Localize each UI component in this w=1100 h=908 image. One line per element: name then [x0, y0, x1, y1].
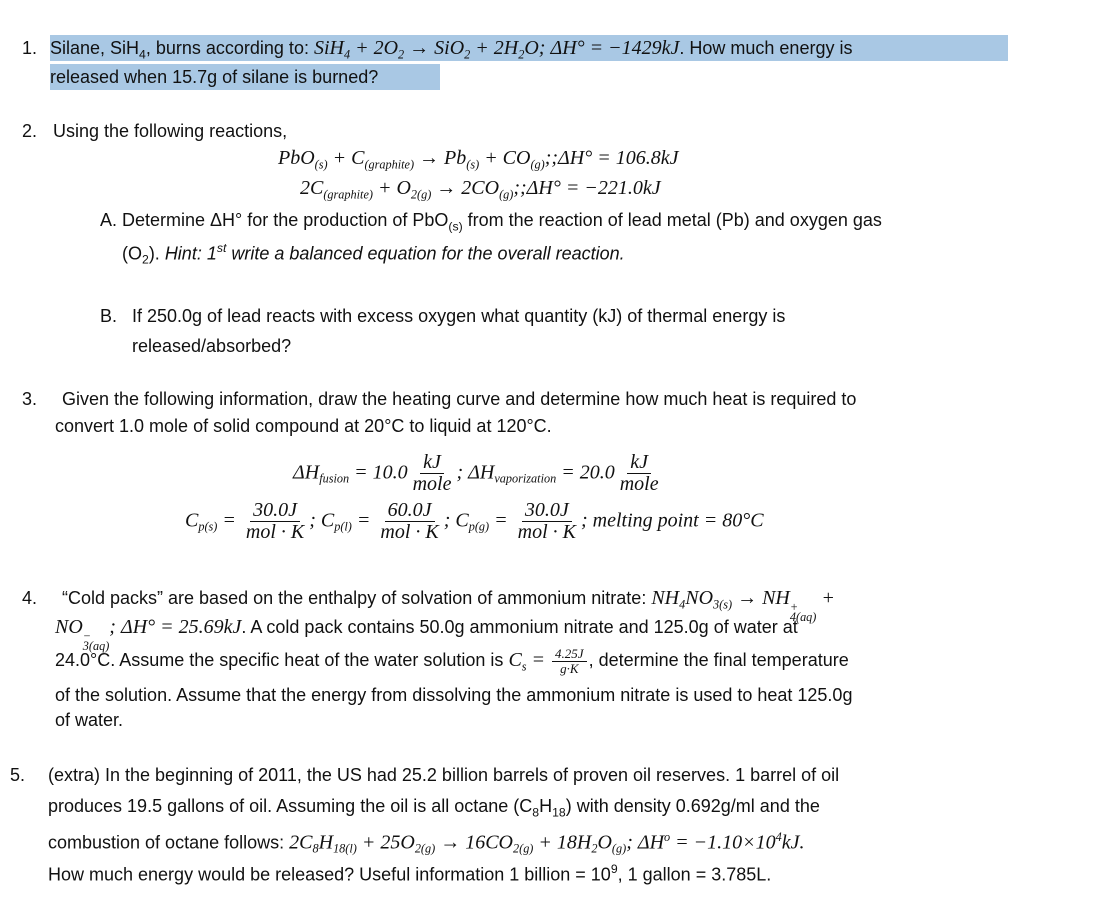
- fraction: [377, 500, 441, 543]
- math-text: PbO: [278, 147, 315, 169]
- question-4-number: 4.: [22, 588, 38, 608]
- fraction: [243, 500, 307, 543]
- text: released/absorbed?: [132, 336, 292, 356]
- math-text: NO: [685, 587, 714, 609]
- subscript: (g): [499, 187, 514, 202]
- subscript: 18: [552, 805, 566, 820]
- fraction-denominator: mole: [412, 473, 452, 495]
- subscript: s: [521, 659, 527, 674]
- subscript: 4(aq): [789, 610, 817, 625]
- text: produces 19.5 gallons of oil. Assuming the oil is all octane (C: [48, 796, 533, 816]
- fraction-numerator: kJ: [420, 452, 444, 474]
- text: Using the following reactions,: [53, 121, 288, 141]
- fraction-denominator: mol · K: [380, 521, 439, 543]
- subscript: (s): [448, 219, 463, 234]
- heat-capacity-equation: [185, 499, 764, 543]
- math-text: → NH: [732, 587, 790, 609]
- text: . A cold pack contains 50.0g ammonium nitrate and 125.0g of water at: [241, 617, 798, 637]
- enthalpy-equation: [293, 451, 664, 495]
- question-1-number: 1.: [22, 38, 38, 58]
- math-text: ; ΔH° = 25.69kJ: [109, 616, 242, 638]
- math-text: ΔH: [293, 461, 320, 484]
- subscript: 2: [398, 47, 405, 62]
- subscript: p(l): [334, 519, 352, 534]
- superscript: o: [664, 830, 671, 844]
- text: Given the following information, draw the heating curve and determine how much heat is required to: [62, 389, 857, 409]
- subscript: 8: [312, 841, 319, 856]
- subscript: (s): [466, 157, 480, 172]
- fraction-denominator: mole: [619, 473, 659, 495]
- fraction-denominator: mol · K: [517, 521, 576, 543]
- part-b-letter: B.: [100, 306, 118, 326]
- part-a-line: [122, 207, 882, 233]
- subscript: 4: [679, 597, 686, 612]
- text: from the reaction of lead metal (Pb) and oxygen gas: [462, 210, 882, 230]
- text: If 250.0g of lead reacts with excess oxygen what quantity (kJ) of thermal energy is: [132, 306, 786, 326]
- question-1-line: [50, 64, 440, 90]
- math-text: =: [351, 509, 376, 532]
- text: , determine the final temperature: [588, 650, 849, 670]
- text: combustion of octane follows:: [48, 832, 290, 853]
- subscript: p(g): [468, 519, 490, 534]
- text: (extra) In the beginning of 2011, the US had 25.2 billion barrels of proven oil reserves. 1 barrel of oil: [48, 765, 840, 785]
- question-5-line: [48, 762, 839, 788]
- math-text: =: [217, 509, 241, 532]
- math-text: NH: [651, 587, 680, 609]
- question-2-number: 2.: [22, 121, 38, 141]
- math-text: + 2O: [350, 37, 399, 59]
- math-text: H: [318, 831, 334, 854]
- superscript: −: [82, 628, 92, 643]
- question-5-line: [48, 856, 772, 885]
- reaction-equation: [300, 175, 661, 201]
- subscript: (s): [314, 157, 328, 172]
- text: , 1 gallon = 3.785L.: [617, 864, 772, 885]
- question-5-number: 5.: [10, 765, 26, 785]
- subscript: 4: [343, 47, 351, 62]
- subscript: (g): [530, 157, 545, 172]
- math-text: ; ΔH: [456, 461, 495, 484]
- subscript: 2(g): [414, 841, 436, 856]
- question-4-line: [55, 707, 123, 733]
- math-text: NO: [55, 616, 83, 638]
- text: 24.0°C. Assume the specific heat of the water solution is: [55, 650, 509, 670]
- math-text: + O: [372, 177, 411, 199]
- math-text: → 2CO: [431, 177, 500, 199]
- question-4-line: [62, 585, 835, 625]
- fraction: [410, 452, 455, 495]
- fraction-numerator: 30.0J: [250, 500, 300, 522]
- math-text: =: [526, 649, 551, 671]
- subscript: 2: [518, 47, 525, 62]
- subscript: 2: [591, 841, 598, 856]
- math-text: → 16CO: [435, 831, 513, 854]
- math-text: = 20.0: [556, 461, 615, 484]
- math-text: O; ΔH° = −1429kJ: [524, 37, 680, 59]
- math-text: C: [185, 509, 199, 532]
- math-text: kJ.: [781, 831, 805, 854]
- subscript: 8: [532, 805, 540, 820]
- superscript: 9: [610, 862, 618, 876]
- question-4-line: [55, 682, 852, 708]
- fraction: [617, 452, 662, 495]
- subscript: 2(g): [410, 187, 432, 202]
- text: “Cold packs” are based on the enthalpy of solvation of ammonium nitrate:: [62, 588, 652, 608]
- text: H: [539, 796, 553, 816]
- part-b-line: [132, 303, 785, 329]
- math-text: ;;ΔH° = 106.8kJ: [544, 147, 679, 169]
- text: convert 1.0 mole of solid compound at 20°C to liquid at 120°C.: [55, 416, 552, 436]
- subscript: (g): [611, 841, 627, 856]
- text: Determine ΔH° for the production of PbO: [122, 210, 449, 230]
- subscript: (graphite): [323, 187, 373, 202]
- fraction-numerator: kJ: [627, 452, 651, 474]
- question-3-line: [62, 386, 856, 412]
- math-text: + 2H: [470, 37, 519, 59]
- subscript: vaporization: [494, 471, 557, 486]
- superscript: st: [216, 241, 227, 255]
- text: Silane, SiH: [50, 38, 140, 58]
- text: How much energy would be released? Useful information 1 billion = 10: [48, 864, 611, 885]
- fraction: [552, 647, 587, 675]
- math-text: ;;ΔH° = −221.0kJ: [513, 177, 661, 199]
- text: (O: [122, 243, 142, 264]
- math-text: ; ΔH: [626, 831, 665, 854]
- math-text: + C: [327, 147, 365, 169]
- math-text: = −1.10×10: [670, 831, 776, 854]
- math-text: → SiO: [404, 37, 465, 59]
- subscript: 3(aq): [82, 639, 110, 654]
- subscript: 2: [142, 252, 149, 267]
- subscript: 2: [464, 47, 471, 62]
- question-5-line: [48, 824, 805, 856]
- math-text: + CO: [479, 147, 531, 169]
- fraction-numerator: 4.25J: [552, 647, 587, 662]
- subscript: 2(g): [513, 841, 534, 856]
- reaction-equation: [278, 145, 678, 171]
- subscript: 18(l): [333, 841, 357, 856]
- math-text: + 25O: [356, 831, 415, 854]
- question-5-line: [48, 793, 820, 819]
- math-text: ; C: [309, 509, 335, 532]
- subscript: p(s): [198, 519, 218, 534]
- math-text: +: [816, 587, 835, 609]
- question-3-line: [55, 413, 552, 439]
- math-text: 2C: [289, 831, 313, 854]
- subscript: 3(s): [713, 597, 733, 612]
- math-text: ; melting point = 80°C: [580, 509, 764, 532]
- text: released when 15.7g of silane is burned?: [50, 67, 379, 87]
- fraction-denominator: g·K: [560, 660, 579, 676]
- math-text: C: [508, 649, 522, 671]
- superscript: +: [789, 599, 799, 614]
- text: write a balanced equation for the overall reaction.: [226, 243, 625, 264]
- text: . How much energy is: [679, 38, 853, 58]
- fraction-numerator: 30.0J: [522, 500, 572, 522]
- part-b-line: [132, 333, 291, 359]
- fraction: [515, 500, 579, 543]
- text: of the solution. Assume that the energy from dissolving the ammonium nitrate is used to heat 125.0g: [55, 685, 853, 705]
- math-text: =: [489, 509, 513, 532]
- text: , burns according to:: [145, 38, 314, 58]
- math-text: + 18H: [533, 831, 592, 854]
- text: of water.: [55, 710, 124, 730]
- part-a-letter: A.: [100, 210, 118, 230]
- fraction-numerator: 60.0J: [385, 500, 435, 522]
- text: ).: [148, 243, 165, 264]
- math-text: = 10.0: [349, 461, 408, 484]
- math-text: → Pb: [414, 147, 467, 169]
- question-3-number: 3.: [22, 389, 38, 409]
- math-text: ; C: [443, 509, 469, 532]
- part-a-line: [122, 235, 625, 267]
- fraction-denominator: mol · K: [245, 521, 305, 543]
- superscript: 4: [775, 830, 782, 844]
- subscript: fusion: [319, 471, 350, 486]
- text: Hint: 1: [164, 243, 217, 264]
- math-text: O: [597, 831, 612, 854]
- subscript: (graphite): [364, 157, 415, 172]
- question-2-intro: [53, 118, 287, 144]
- math-text: SiH: [313, 37, 344, 59]
- subscript: 4: [139, 47, 146, 62]
- question-1-line: [50, 35, 1008, 61]
- text: ) with density 0.692g/ml and the: [565, 796, 820, 816]
- math-text: 2C: [300, 177, 324, 199]
